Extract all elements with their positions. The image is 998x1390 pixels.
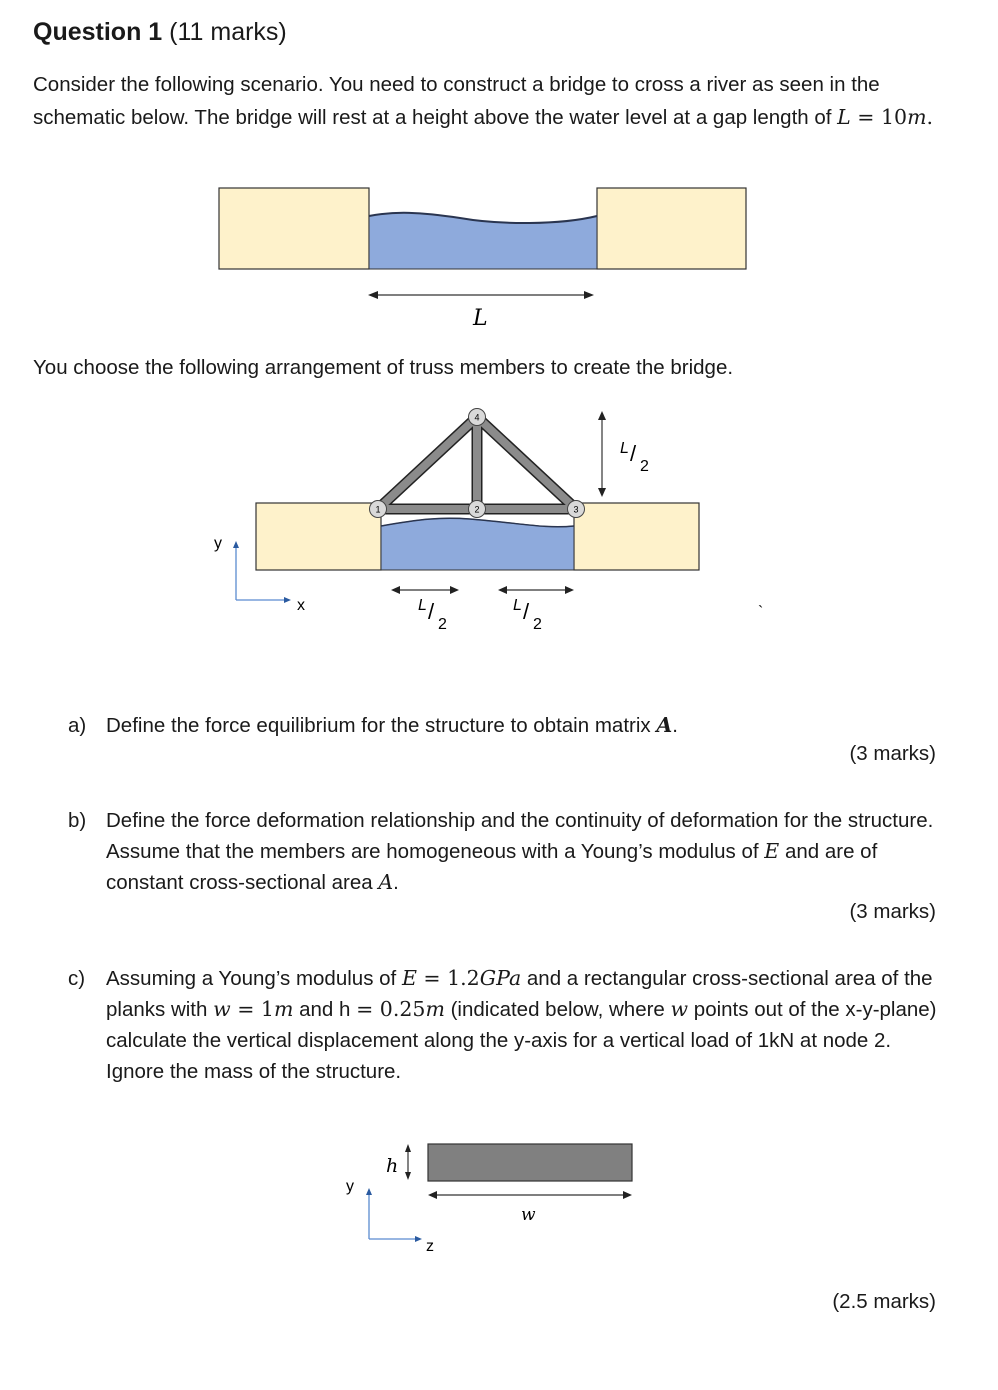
svg-text:/: / (428, 599, 435, 624)
truss-left-bank (256, 503, 381, 570)
w-dimension-arrow (428, 1191, 632, 1199)
w-label: w (521, 1205, 536, 1225)
svg-text:2: 2 (438, 616, 447, 633)
svg-text:2: 2 (640, 458, 649, 475)
svg-text:2: 2 (533, 616, 542, 633)
right-bank (597, 188, 746, 269)
part-b-label: b) (68, 809, 87, 832)
gap-label: L (473, 306, 488, 330)
axis-x-label: x (297, 597, 305, 614)
svg-text:/: / (523, 599, 530, 624)
svg-text:L: L (620, 440, 629, 457)
height-label (620, 440, 649, 475)
part-c-label: c) (68, 967, 86, 990)
part-b-marks: (3 marks) (849, 900, 936, 923)
svg-text:`: ` (758, 604, 764, 621)
cs-axis-z-label: z (426, 1238, 434, 1255)
plank-cross-section (428, 1144, 632, 1181)
question-title (33, 18, 287, 47)
h-dimension-arrow (405, 1144, 411, 1180)
height-dimension-arrow (598, 411, 606, 497)
question-label: Question 1 (33, 18, 163, 46)
river-schematic (0, 180, 998, 330)
gap-dimension-arrow (368, 291, 594, 299)
axis-y-label: y (214, 535, 222, 552)
cross-section-axes (346, 1178, 434, 1255)
span-dimension-left (391, 586, 459, 594)
h-label: h (386, 1155, 399, 1177)
part-a: a) Define the force equilibrium for the structure to obtain matrix A. (68, 710, 938, 741)
svg-text:1: 1 (375, 504, 381, 515)
svg-text:4: 4 (474, 412, 480, 423)
member-4-3 (477, 417, 576, 509)
span-dimension-right (498, 586, 574, 594)
left-bank (219, 188, 369, 269)
truss-diagram (0, 395, 998, 645)
part-b: b) Define the force deformation relationship and the continuity of deformation for the structure. Assume that the members are homogeneous with a Young’s modulus of E and are of constant cross-sectional area A. (68, 805, 938, 898)
span-label-right (513, 597, 542, 633)
svg-text:L: L (418, 597, 427, 614)
intro-paragraph: Consider the following scenario. You need to construct a bridge to cross a river as seen in the schematic below. The bridge will rest at a height above the water level at a gap length of L = 10m. (33, 73, 934, 129)
cs-axis-y-label: y (346, 1178, 354, 1195)
member-1-4 (378, 417, 477, 509)
span-label-left (418, 597, 447, 633)
arrangement-text: You choose the following arrangement of truss members to create the bridge. (33, 356, 734, 379)
svg-text:2: 2 (474, 504, 480, 515)
svg-text:L: L (513, 597, 522, 614)
question-marks: (11 marks) (169, 18, 287, 46)
cross-section-diagram (0, 1135, 998, 1255)
part-a-marks: (3 marks) (849, 742, 936, 765)
part-c: c) Assuming a Young’s modulus of E = 1.2GPa and a rectangular cross-sectional area of the planks with w = 1m and h = 0.25m (indicated below, where w points out of the x-y-plane) calculate the vertical displacement along the y-axis for a vertical load of 1kN at node 2. Ignore the mass of the structure. (68, 963, 938, 1087)
svg-text:/: / (630, 441, 637, 466)
part-a-label: a) (68, 714, 87, 737)
svg-text:3: 3 (573, 504, 579, 515)
part-c-marks: (2.5 marks) (832, 1290, 936, 1313)
truss-members (378, 417, 576, 509)
truss-right-bank (574, 503, 699, 570)
